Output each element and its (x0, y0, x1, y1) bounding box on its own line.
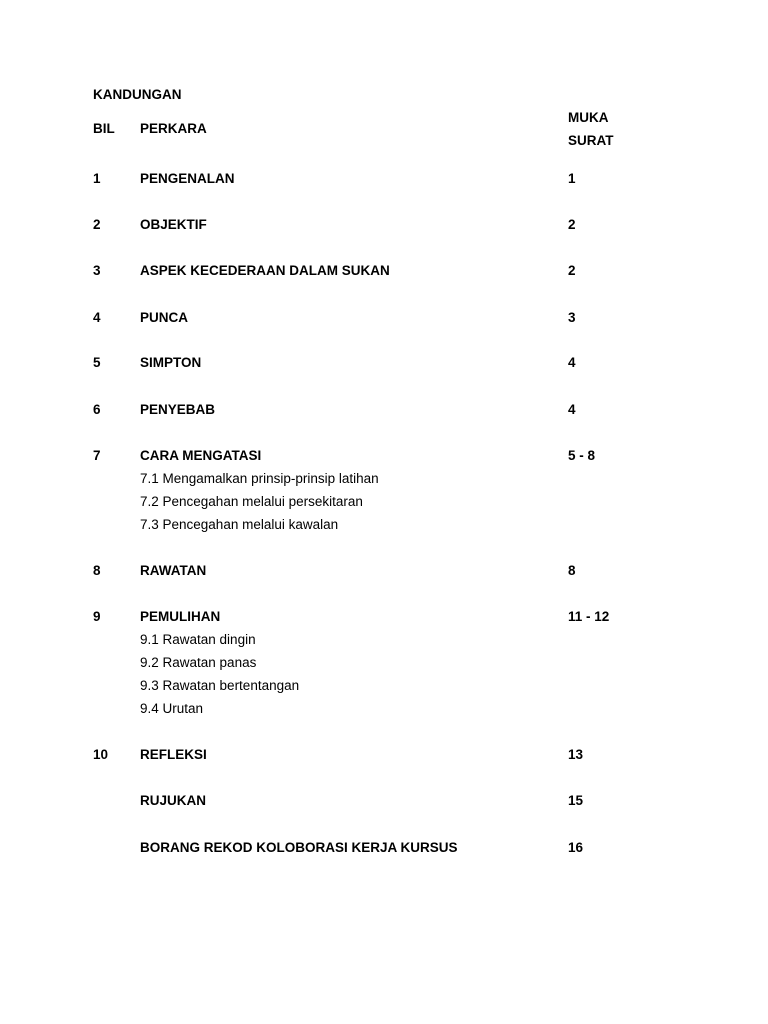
toc-subitem: 7.1 Mengamalkan prinsip-prinsip latihan (140, 471, 379, 486)
toc-row-title: PENYEBAB (140, 402, 216, 417)
toc-row-title: RAWATAN (140, 563, 207, 578)
toc-row-number: 7 (93, 448, 101, 463)
toc-subitem: 9.1 Rawatan dingin (140, 632, 256, 647)
toc-row-title: ASPEK KECEDERAAN DALAM SUKAN (140, 263, 390, 278)
toc-row-title: OBJEKTIF (140, 217, 207, 232)
toc-row-title: PEMULIHAN (140, 609, 221, 624)
toc-row-page: 4 (568, 402, 576, 417)
toc-row-page: 5 - 8 (568, 448, 596, 463)
toc-row-page: 16 (568, 840, 584, 855)
toc-row-number: 1 (93, 171, 101, 186)
toc-row-title: PUNCA (140, 310, 189, 325)
toc-row-page: 8 (568, 563, 576, 578)
column-header-muka: MUKA (568, 110, 609, 125)
toc-row-title: REFLEKSI (140, 747, 207, 762)
toc-row-number: 8 (93, 563, 101, 578)
toc-row-number: 9 (93, 609, 101, 624)
toc-subitem: 9.3 Rawatan bertentangan (140, 678, 300, 693)
toc-row-page: 11 - 12 (568, 609, 610, 624)
toc-row-page: 4 (568, 355, 576, 370)
toc-row-page: 2 (568, 217, 576, 232)
toc-subitem: 9.4 Urutan (140, 701, 204, 716)
toc-row-title: RUJUKAN (140, 793, 207, 808)
toc-row-page: 13 (568, 747, 584, 762)
toc-row-page: 3 (568, 310, 576, 325)
column-header-bil: BIL (93, 121, 115, 136)
toc-row-title: BORANG REKOD KOLOBORASI KERJA KURSUS (140, 840, 458, 855)
toc-row-page: 15 (568, 793, 584, 808)
toc-row-number: 3 (93, 263, 101, 278)
toc-subitem: 9.2 Rawatan panas (140, 655, 257, 670)
toc-row-number: 2 (93, 217, 101, 232)
toc-row-number: 10 (93, 747, 109, 762)
toc-row-number: 4 (93, 310, 101, 325)
toc-row-page: 2 (568, 263, 576, 278)
toc-row-number: 6 (93, 402, 101, 417)
toc-row-title: CARA MENGATASI (140, 448, 262, 463)
document-heading: KANDUNGAN (93, 87, 182, 102)
toc-row-title: PENGENALAN (140, 171, 235, 186)
toc-row-page: 1 (568, 171, 576, 186)
toc-subitem: 7.2 Pencegahan melalui persekitaran (140, 494, 363, 509)
column-header-surat: SURAT (568, 133, 614, 148)
column-header-perkara: PERKARA (140, 121, 207, 136)
toc-row-number: 5 (93, 355, 101, 370)
toc-row-title: SIMPTON (140, 355, 202, 370)
toc-subitem: 7.3 Pencegahan melalui kawalan (140, 517, 339, 532)
